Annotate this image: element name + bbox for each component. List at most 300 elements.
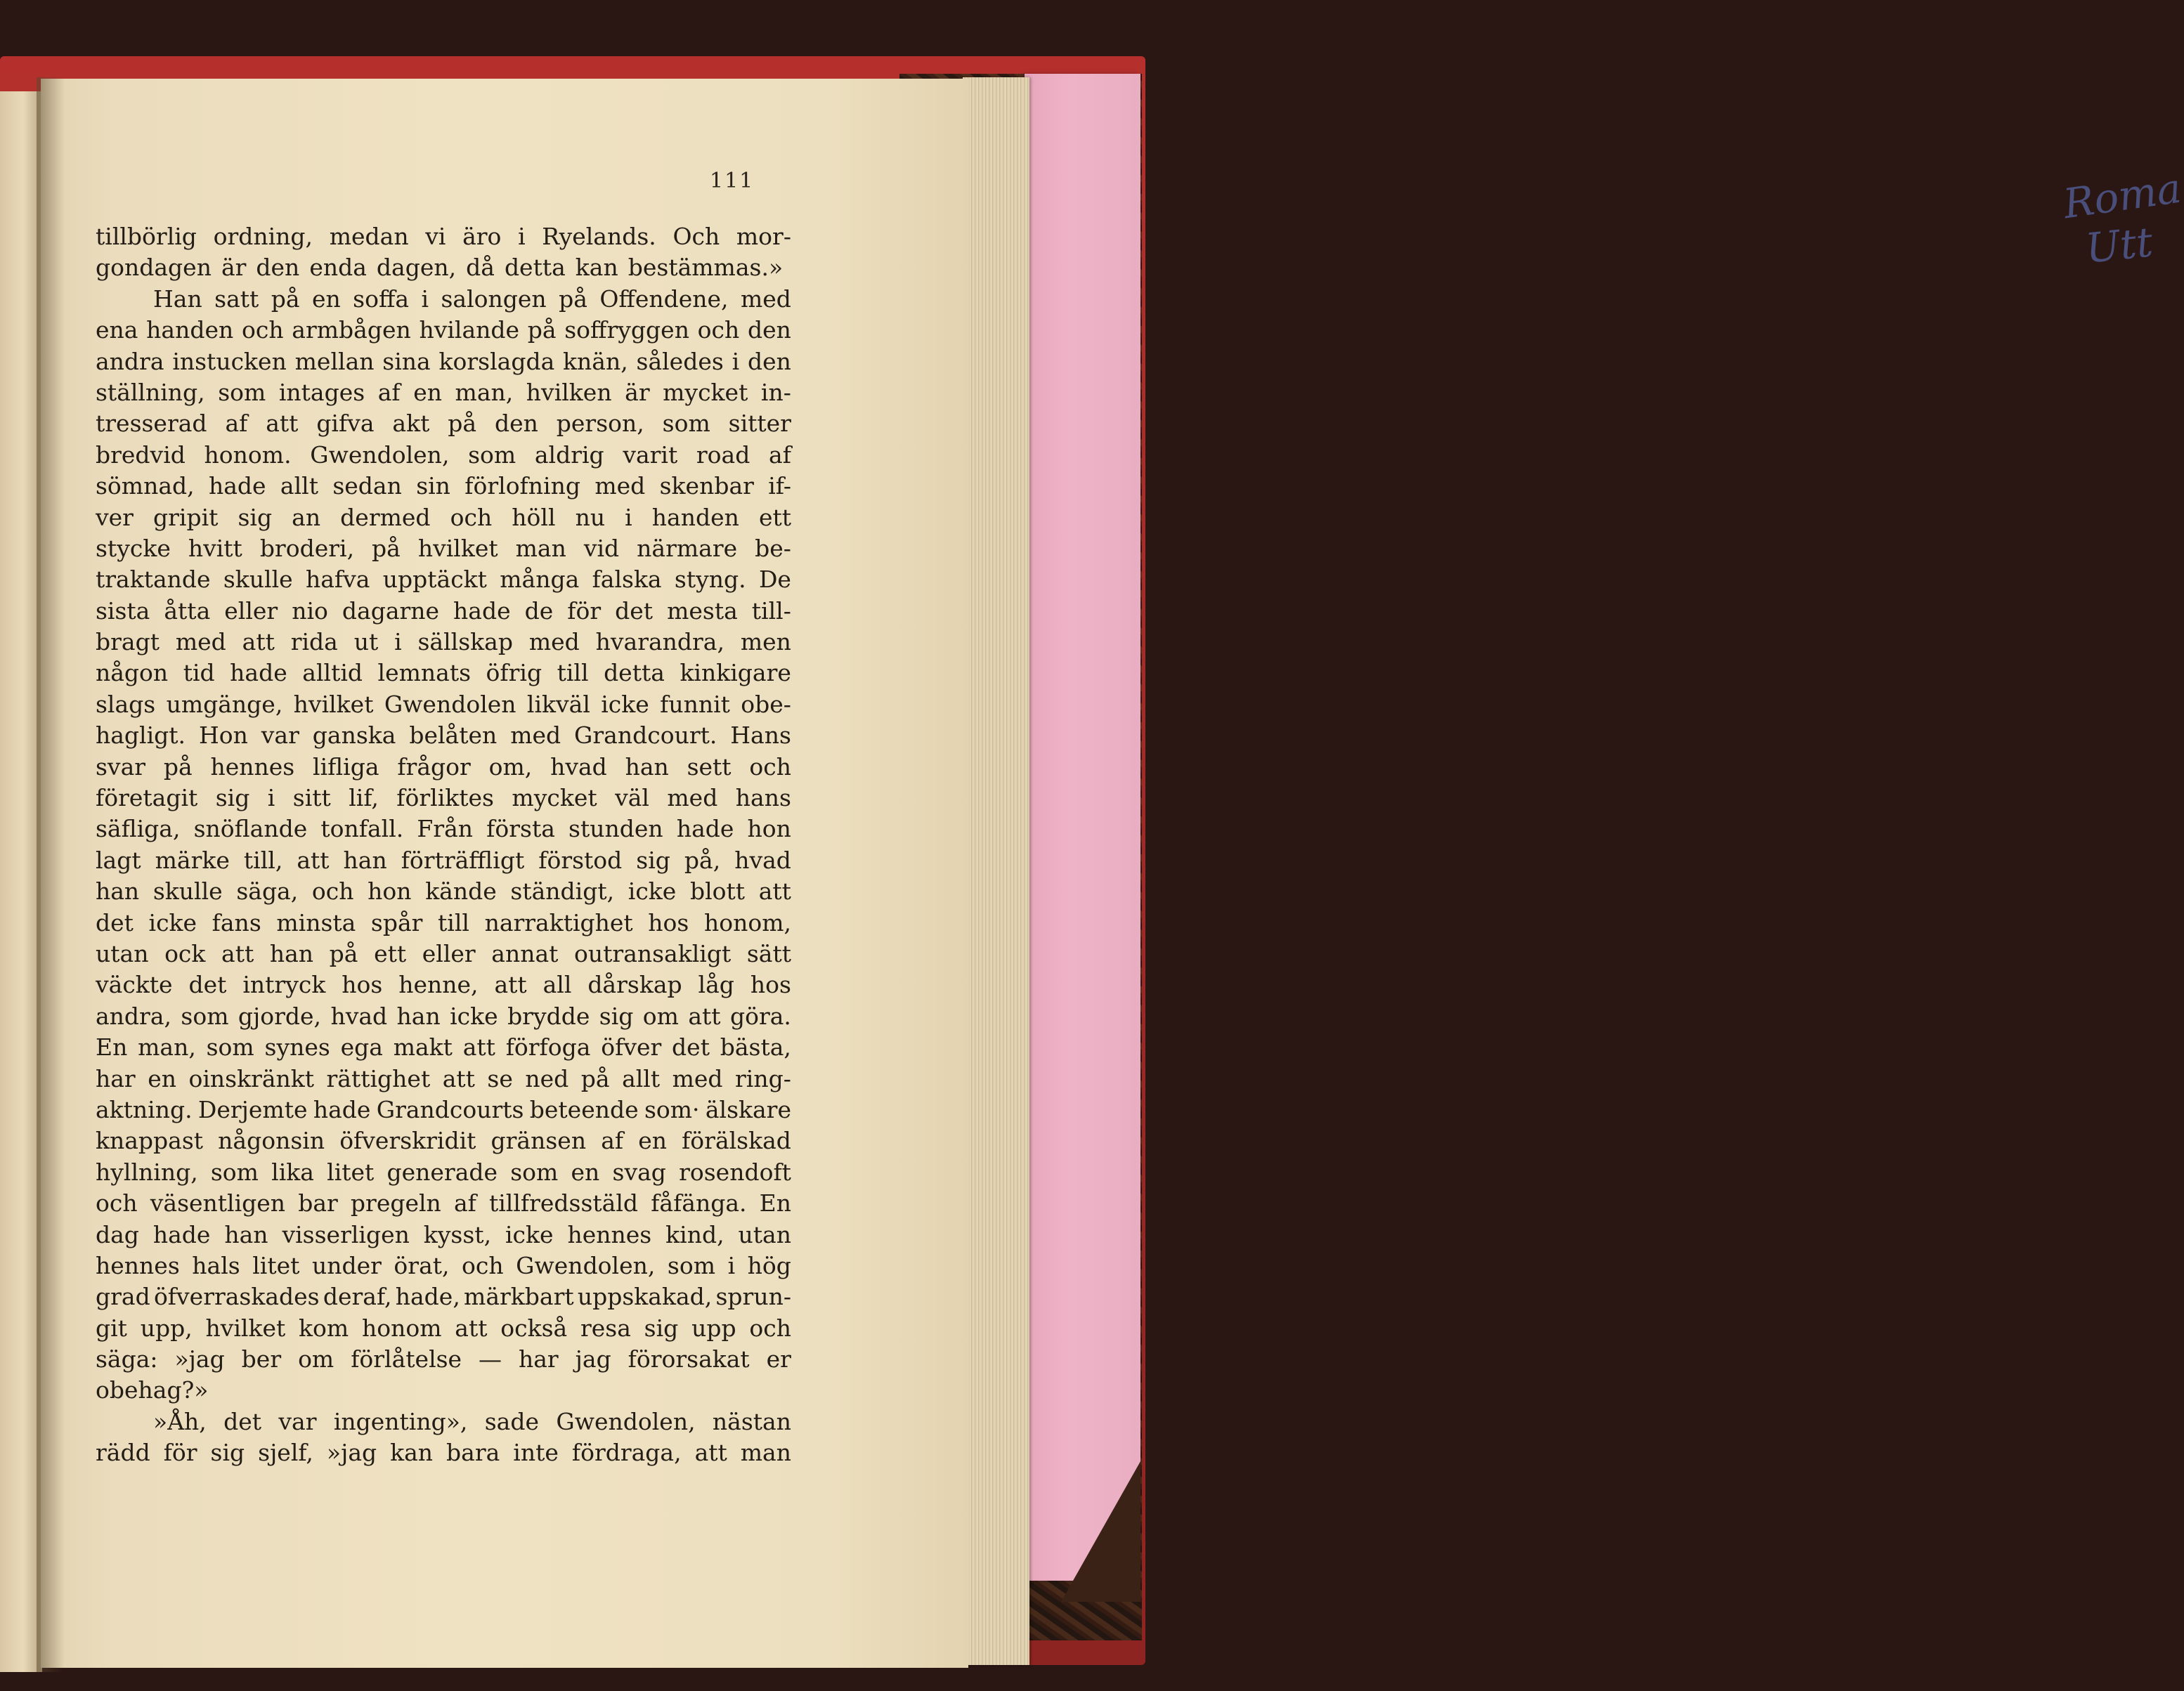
word: generade: [386, 1158, 498, 1186]
word: Gwendolen,: [516, 1251, 656, 1279]
word: och: [697, 316, 740, 344]
word: säga,: [236, 877, 299, 906]
word: sista: [96, 596, 150, 625]
word: om: [298, 1345, 334, 1373]
word: han: [396, 1002, 441, 1030]
word: —: [479, 1345, 502, 1373]
text-line: [96, 720, 791, 751]
word: till: [438, 908, 469, 936]
word: dag: [96, 1220, 139, 1248]
text-line: [96, 1157, 791, 1188]
word: af: [453, 1189, 476, 1217]
word: svar: [96, 752, 146, 781]
text-line: [96, 1064, 791, 1095]
word: till,: [243, 846, 283, 874]
word: alltid: [302, 659, 363, 687]
word: en: [148, 1064, 176, 1092]
endpaper-corner: [1061, 1461, 1140, 1602]
text-line: [96, 1032, 791, 1063]
word: rädd: [96, 1439, 150, 1467]
word: hans: [735, 784, 791, 812]
word: låg: [698, 971, 734, 999]
word: gjorde,: [238, 1002, 322, 1030]
word: mycket: [663, 378, 748, 406]
word: salongen: [441, 285, 547, 313]
word: det: [672, 1033, 710, 1062]
word: någon: [96, 659, 169, 687]
word: gripit: [153, 503, 219, 531]
word: handen: [146, 316, 234, 344]
word: och: [462, 1251, 504, 1279]
word: hennes: [210, 752, 295, 781]
word: ock: [164, 939, 206, 967]
word: honom: [361, 1314, 442, 1342]
word: frågor: [397, 752, 471, 781]
word: ställning,: [96, 378, 205, 406]
word: hade: [152, 1220, 211, 1248]
word: då: [466, 254, 495, 282]
text-line: [96, 533, 791, 564]
word: knän,: [563, 347, 628, 375]
word: an: [292, 503, 321, 531]
word: den: [747, 347, 791, 375]
word: är: [625, 378, 650, 406]
word: äro: [462, 223, 502, 250]
word: Hans: [730, 722, 791, 750]
word: kind,: [665, 1220, 724, 1248]
text-line: [96, 783, 791, 814]
word: på: [329, 939, 358, 967]
word: ett: [758, 503, 791, 531]
word: hals: [192, 1251, 240, 1279]
word: att: [462, 1033, 495, 1062]
word: med: [175, 628, 226, 656]
word: broderi,: [259, 534, 355, 562]
word: nio: [292, 596, 328, 625]
word: annat: [491, 939, 559, 967]
word: dagarne: [342, 596, 440, 625]
word: tresserad: [96, 410, 207, 438]
word: på: [271, 285, 300, 313]
word: på: [559, 285, 587, 313]
word: att: [758, 877, 791, 906]
text-line: [96, 1220, 791, 1251]
word: i: [732, 347, 740, 375]
word: obehag?»: [96, 1376, 209, 1404]
word: se: [487, 1064, 513, 1092]
text-line: [96, 908, 791, 939]
word: kan: [575, 254, 618, 282]
word: med: [740, 285, 791, 313]
word: mor-: [736, 223, 791, 250]
word: tillfredsstäld: [488, 1189, 639, 1217]
word: ingenting»,: [333, 1407, 468, 1435]
word: svag: [612, 1158, 666, 1186]
word: Derjemte: [197, 1095, 308, 1123]
word: belåten: [409, 722, 498, 750]
word: upp: [691, 1314, 736, 1342]
word: märke: [155, 846, 230, 874]
word: en: [311, 285, 341, 313]
word: på: [448, 410, 477, 438]
word: och: [749, 752, 791, 781]
word: honom,: [703, 908, 791, 936]
word: med: [667, 784, 718, 812]
word: sig: [238, 503, 273, 531]
word: traktande: [96, 566, 211, 594]
word: hvad: [734, 846, 791, 874]
word: knappast: [96, 1127, 204, 1155]
word: er: [766, 1345, 791, 1373]
text-line: [96, 939, 791, 969]
word: lifliga: [313, 752, 379, 781]
word: visserligen: [282, 1220, 410, 1248]
word: inte: [513, 1439, 559, 1467]
word: snöflande: [193, 815, 308, 843]
word: Gwendolen,: [556, 1407, 696, 1435]
word: mycket: [512, 784, 597, 812]
word: lika: [271, 1158, 314, 1186]
word: road: [696, 440, 750, 469]
word: dårskap: [587, 971, 682, 999]
word: det: [223, 1407, 262, 1435]
word: icke: [628, 877, 677, 906]
word: de: [524, 596, 554, 625]
word: Grandcourts: [376, 1095, 524, 1123]
word: hög: [747, 1251, 791, 1279]
word: ständigt,: [510, 877, 615, 906]
text-line: [96, 969, 791, 1000]
word: som·: [644, 1095, 700, 1123]
word: spår: [370, 908, 423, 936]
word: hennes: [96, 1251, 180, 1279]
word: i: [394, 628, 402, 656]
word: att: [242, 628, 275, 656]
word: väsentligen: [150, 1189, 286, 1217]
text-line: [96, 814, 791, 844]
word: hos: [342, 971, 383, 999]
word: slags: [96, 690, 156, 718]
word: förorsakat: [628, 1345, 750, 1373]
word: förträffligt: [401, 846, 525, 874]
word: dagen,: [376, 254, 457, 282]
word: all: [542, 971, 572, 999]
word: person,: [556, 410, 644, 438]
word: fans: [212, 908, 261, 936]
text-line: [96, 1095, 791, 1125]
word: allt: [280, 472, 318, 500]
word: pregeln: [350, 1189, 441, 1217]
word: sitt: [292, 784, 331, 812]
word: hagligt.: [96, 722, 186, 750]
text-line: [96, 1125, 791, 1156]
word: af: [601, 1127, 624, 1155]
word: närmare: [637, 534, 738, 562]
word: soffa: [353, 285, 410, 313]
word: säga:: [96, 1345, 158, 1373]
word: för: [567, 596, 602, 625]
word: Hon: [198, 722, 248, 750]
word: fåfänga.: [651, 1189, 747, 1217]
word: tillbörlig: [96, 223, 197, 250]
word: mesta: [667, 596, 738, 625]
word: kinkigare: [680, 659, 791, 687]
word: på: [372, 534, 401, 562]
word: andra: [96, 347, 164, 375]
word: tid: [183, 659, 215, 687]
word: fördraga,: [571, 1439, 682, 1467]
text-line: [96, 221, 791, 252]
text-line: [96, 1375, 791, 1406]
text-line: [96, 1437, 791, 1468]
word: sina: [382, 347, 431, 375]
word: hos: [750, 971, 791, 999]
text-line: [96, 377, 791, 408]
word: väckte: [96, 971, 173, 999]
word: skulle: [223, 566, 293, 594]
word: och: [450, 503, 493, 531]
word: af: [377, 378, 401, 406]
word: som: [510, 1158, 559, 1186]
word: att: [221, 939, 254, 967]
word: icke: [601, 690, 649, 718]
word: man: [515, 534, 566, 562]
word: hyllning,: [96, 1158, 198, 1186]
word: utan: [96, 939, 149, 967]
word: korslagda: [438, 347, 555, 375]
word: kände: [425, 877, 497, 906]
word: ut: [353, 628, 379, 656]
word: likväl: [526, 690, 590, 718]
word: hade: [313, 1095, 371, 1123]
word: eller: [422, 939, 476, 967]
word: if-: [768, 472, 791, 500]
word: gondagen: [96, 254, 212, 282]
word: på: [527, 316, 557, 344]
word: icke: [450, 1002, 498, 1030]
word: märkbart: [464, 1283, 574, 1311]
word: ber: [241, 1345, 282, 1373]
word: sig: [636, 846, 670, 874]
word: göra.: [729, 1002, 791, 1030]
word: sprun-: [715, 1283, 791, 1311]
word: honom.: [204, 440, 292, 469]
word: handen: [651, 503, 739, 531]
word: funnit: [660, 690, 730, 718]
word: på: [580, 1064, 610, 1092]
word: som: [667, 1251, 716, 1279]
word: höll: [512, 503, 556, 531]
word: att: [688, 1002, 721, 1030]
word: Grandcourt.: [574, 722, 717, 750]
word: makt: [393, 1033, 453, 1062]
word: någonsin: [218, 1127, 325, 1155]
word: förstod: [538, 846, 623, 874]
word: hade: [676, 815, 734, 843]
word: uppskakad,: [577, 1283, 713, 1311]
word: grad: [96, 1283, 150, 1311]
word: stunden: [568, 815, 663, 843]
word: hvad: [550, 752, 607, 781]
word: också: [500, 1314, 568, 1342]
word: sitter: [728, 410, 791, 438]
page-edges: [963, 77, 1029, 1665]
word: ett: [374, 939, 407, 967]
text-line: [96, 689, 791, 720]
word: men: [740, 628, 791, 656]
word: upptäckt: [382, 566, 487, 594]
word: hvilket: [205, 1314, 286, 1342]
word: outransakligt: [574, 939, 732, 967]
word: styng.: [674, 566, 746, 594]
text-line: [96, 1281, 791, 1312]
word: instucken: [172, 347, 287, 375]
word: som: [181, 1002, 229, 1030]
word: var: [278, 1407, 317, 1435]
word: detta: [604, 659, 665, 687]
handwritten-note-line-2: Utt: [2083, 218, 2155, 273]
word: henne,: [398, 971, 479, 999]
word: rida: [290, 628, 338, 656]
word: hade: [230, 659, 287, 687]
word: öfverskridit: [339, 1127, 476, 1155]
word: deraf,: [323, 1283, 392, 1311]
word: narraktighet: [484, 908, 633, 936]
word: sätt: [746, 939, 791, 967]
word: man,: [138, 1033, 196, 1062]
word: detta: [504, 254, 566, 282]
handwritten-note-line-1: Roma: [2060, 164, 2184, 228]
word: sömnad,: [96, 472, 195, 500]
text-line: [96, 1344, 791, 1375]
word: skulle: [152, 877, 223, 906]
word: älskare: [705, 1095, 791, 1123]
word: varit: [623, 440, 678, 469]
word: som: [206, 1033, 254, 1062]
word: på,: [684, 846, 721, 874]
word: hvilande: [419, 316, 520, 344]
word: bredvid: [96, 440, 186, 469]
word: var: [261, 722, 299, 750]
word: den: [494, 410, 538, 438]
word: kan: [390, 1439, 434, 1467]
word: hennes: [567, 1220, 652, 1248]
word: i: [625, 503, 632, 531]
word: han: [269, 939, 314, 967]
word: att: [694, 1439, 727, 1467]
word: företagit: [96, 784, 198, 812]
word: jag: [575, 1345, 611, 1373]
text-line: [96, 1313, 791, 1344]
word: vid: [583, 534, 620, 562]
word: hvitt: [188, 534, 242, 562]
text-line: [96, 502, 791, 533]
word: således: [636, 347, 724, 375]
word: icke: [148, 908, 197, 936]
word: soffryggen: [564, 316, 689, 344]
word: förlofning: [464, 472, 580, 500]
word: det: [96, 908, 134, 936]
text-line: [96, 876, 791, 907]
word: är: [221, 254, 247, 282]
word: i: [267, 784, 275, 812]
word: att: [494, 971, 527, 999]
word: ring-: [735, 1064, 791, 1092]
word: till-: [751, 596, 791, 625]
word: förälskad: [682, 1127, 791, 1155]
word: beteende: [529, 1095, 639, 1123]
word: åtta: [164, 596, 211, 625]
word: hvilken: [526, 378, 612, 406]
word: Gwendolen,: [310, 440, 450, 469]
text-line: [96, 627, 791, 658]
word: tonfall.: [320, 815, 404, 843]
word: hvad: [330, 1002, 388, 1030]
word: hon: [747, 815, 791, 843]
word: sin: [416, 472, 450, 500]
body-text: [96, 221, 791, 1469]
word: hade,: [395, 1283, 460, 1311]
word: litet: [252, 1251, 300, 1279]
text-line: [96, 564, 791, 595]
word: akt: [392, 410, 430, 438]
word: om: [642, 1002, 679, 1030]
word: nu: [575, 503, 606, 531]
word: väl: [615, 784, 649, 812]
word: sade: [484, 1407, 540, 1435]
word: förlåtelse: [351, 1345, 462, 1373]
word: sig: [215, 784, 250, 812]
word: sig: [210, 1439, 245, 1467]
word: af: [769, 440, 791, 469]
word: bästa,: [720, 1033, 791, 1062]
word: som: [210, 1158, 259, 1186]
word: det: [615, 596, 654, 625]
word: icke: [505, 1220, 554, 1248]
word: sig: [599, 1002, 634, 1030]
text-line: [96, 1406, 791, 1437]
word: gränsen: [490, 1127, 587, 1155]
word: blott: [689, 877, 746, 906]
word: ega: [340, 1033, 383, 1062]
word: medan: [329, 223, 409, 250]
word: i: [518, 223, 526, 250]
word: sällskap: [417, 628, 513, 656]
word: eller: [224, 596, 278, 625]
word: han: [343, 846, 387, 874]
word: »jag: [174, 1345, 225, 1373]
word: bragt: [96, 628, 160, 656]
word: hvilket: [293, 690, 374, 718]
word: att: [442, 1064, 475, 1092]
handwritten-note: [2058, 164, 2184, 299]
word: armbågen: [292, 316, 411, 344]
word: sig: [644, 1314, 679, 1342]
word: sjelf,: [258, 1439, 313, 1467]
word: hafva: [305, 566, 370, 594]
word: som: [662, 410, 710, 438]
word: hvarandra,: [595, 628, 724, 656]
page-number: 111: [710, 169, 755, 193]
word: bestämmas.»: [628, 254, 784, 282]
word: hon: [368, 877, 412, 906]
text-line: [96, 1251, 791, 1281]
word: dermed: [340, 503, 431, 531]
word: Han: [153, 285, 202, 313]
word: rosendoft: [679, 1158, 791, 1186]
word: obe-: [741, 690, 791, 718]
facing-page-edge: [0, 91, 42, 1672]
